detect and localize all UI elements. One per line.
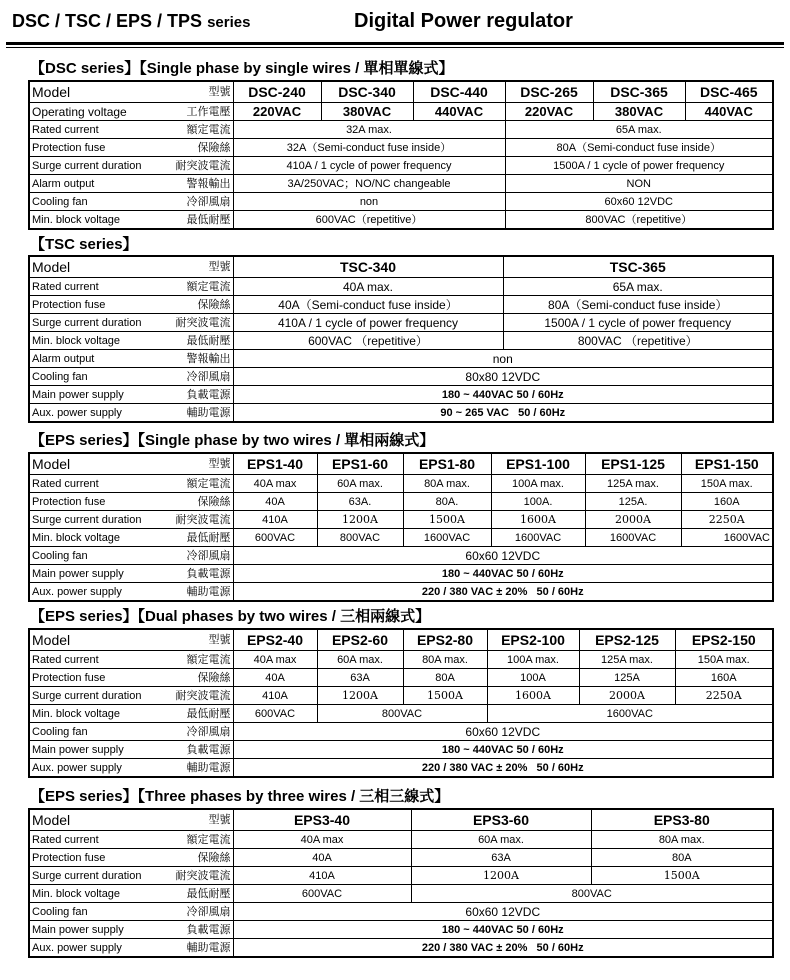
value-cell: 40A max — [233, 831, 411, 849]
value-cell: 40A max — [233, 475, 317, 493]
row-label-en: Protection fuse — [29, 849, 159, 867]
value-cell: 380VAC — [321, 103, 413, 121]
table-row — [29, 175, 773, 193]
tsc-spec-table — [28, 255, 774, 423]
value-cell: 800VAC — [317, 705, 487, 723]
value-cell: 80A（Semi-conduct fuse inside） — [503, 296, 773, 314]
row-label-en: Cooling fan — [29, 903, 159, 921]
value-cell: 125A. — [585, 493, 681, 511]
section-title-dsc: 【DSC series】【Single phase by single wires / 單相單線式】 — [30, 60, 454, 77]
value-cell: 600VAC — [233, 705, 317, 723]
table-row — [29, 759, 773, 778]
model-cell: DSC-440 — [413, 81, 505, 103]
value-cell: 80x80 12VDC — [233, 368, 773, 386]
page-header — [0, 0, 790, 42]
row-label-cn: 最低耐壓 — [159, 705, 233, 723]
value-cell: 410A / 1 cycle of power frequency — [233, 157, 505, 175]
table-row — [29, 903, 773, 921]
row-label-cn: 額定電流 — [159, 121, 233, 139]
row-label-en: Surge current duration — [29, 314, 159, 332]
value-cell: 180 ~ 440VAC 50 / 60Hz — [233, 921, 773, 939]
table-row — [29, 139, 773, 157]
model-cell: DSC-465 — [685, 81, 773, 103]
row-label-cn: 耐突波電流 — [159, 867, 233, 885]
value-cell: 600VAC — [233, 885, 411, 903]
value-cell: 80A — [403, 669, 487, 687]
model-cell: EPS1-60 — [317, 453, 403, 475]
row-label-cn: 輔助電源 — [159, 583, 233, 602]
value-cell: 1200A — [411, 867, 591, 885]
table-row — [29, 939, 773, 958]
table-row — [29, 368, 773, 386]
row-label-en: Min. block voltage — [29, 529, 159, 547]
row-label-cn: 耐突波電流 — [159, 687, 233, 705]
value-cell: 800VAC — [317, 529, 403, 547]
model-cell: EPS2-125 — [579, 629, 675, 651]
row-label-cn: 額定電流 — [159, 651, 233, 669]
row-label-en: Aux. power supply — [29, 759, 159, 778]
row-label-cn: 型號 — [159, 453, 233, 475]
value-cell: 32A（Semi-conduct fuse inside） — [233, 139, 505, 157]
value-cell: non — [233, 193, 505, 211]
row-label-en: Cooling fan — [29, 547, 159, 565]
value-cell: 125A max. — [585, 475, 681, 493]
model-cell: TSC-365 — [503, 256, 773, 278]
row-label-en: Aux. power supply — [29, 939, 159, 958]
value-cell: 410A — [233, 867, 411, 885]
row-label-cn: 輔助電源 — [159, 759, 233, 778]
value-cell: 150A max. — [675, 651, 773, 669]
value-cell: 2250A — [681, 511, 773, 529]
row-label-en: Main power supply — [29, 921, 159, 939]
row-label-en: Model — [29, 81, 159, 103]
row-label-cn: 警報輸出 — [159, 175, 233, 193]
row-label-en: Surge current duration — [29, 511, 159, 529]
section-title-eps2: 【EPS series】【Dual phases by two wires / 三相兩線式】 — [30, 608, 431, 625]
value-cell: 2250A — [675, 687, 773, 705]
value-cell: 1600VAC — [585, 529, 681, 547]
table-row — [29, 493, 773, 511]
value-cell: 60x60 12VDC — [233, 547, 773, 565]
value-cell: 600VAC （repetitive） — [233, 332, 503, 350]
table-row — [29, 296, 773, 314]
model-cell: EPS1-125 — [585, 453, 681, 475]
row-label-cn: 警報輸出 — [159, 350, 233, 368]
row-label-en: Rated current — [29, 121, 159, 139]
value-cell: 440VAC — [413, 103, 505, 121]
row-label-cn: 保險絲 — [159, 669, 233, 687]
table-row — [29, 256, 773, 278]
row-label-cn: 工作電壓 — [159, 103, 233, 121]
row-label-cn: 冷卻風扇 — [159, 903, 233, 921]
table-row — [29, 583, 773, 602]
row-label-cn: 額定電流 — [159, 831, 233, 849]
model-cell: EPS3-40 — [233, 809, 411, 831]
row-label-en: Min. block voltage — [29, 705, 159, 723]
row-label-en: Aux. power supply — [29, 583, 159, 602]
row-label-en: Surge current duration — [29, 157, 159, 175]
section-title-eps3: 【EPS series】【Three phases by three wires / 三相三線式】 — [30, 788, 450, 805]
row-label-en: Rated current — [29, 278, 159, 296]
model-cell: EPS1-150 — [681, 453, 773, 475]
value-cell: 40A — [233, 493, 317, 511]
value-cell: 600VAC（repetitive） — [233, 211, 505, 230]
row-label-cn: 冷卻風扇 — [159, 547, 233, 565]
row-label-cn: 保險絲 — [159, 493, 233, 511]
table-row — [29, 741, 773, 759]
table-row — [29, 669, 773, 687]
value-cell: 80A. — [403, 493, 491, 511]
eps2-spec-table — [28, 628, 774, 778]
row-label-cn: 最低耐壓 — [159, 211, 233, 230]
value-cell: 63A — [411, 849, 591, 867]
table-row — [29, 921, 773, 939]
series-suffix: series — [207, 14, 251, 31]
value-cell: 40A — [233, 669, 317, 687]
row-label-cn: 冷卻風扇 — [159, 193, 233, 211]
value-cell: 220VAC — [233, 103, 321, 121]
value-cell: non — [233, 350, 773, 368]
value-cell: 60x60 12VDC — [233, 723, 773, 741]
table-row — [29, 404, 773, 423]
table-row — [29, 121, 773, 139]
value-cell: 220VAC — [505, 103, 593, 121]
value-cell: 800VAC （repetitive） — [503, 332, 773, 350]
value-cell: 60x60 12VDC — [233, 903, 773, 921]
row-label-cn: 型號 — [159, 81, 233, 103]
model-cell: EPS1-100 — [491, 453, 585, 475]
value-cell: 220 / 380 VAC ± 20% 50 / 60Hz — [233, 759, 773, 778]
value-cell: 1600VAC — [491, 529, 585, 547]
row-label-en: Alarm output — [29, 350, 159, 368]
series-title-text: DSC / TSC / EPS / TPS — [12, 11, 203, 31]
table-row — [29, 453, 773, 475]
value-cell: 1500A / 1 cycle of power frequency — [503, 314, 773, 332]
row-label-cn: 型號 — [159, 256, 233, 278]
row-label-en: Main power supply — [29, 741, 159, 759]
row-label-en: Min. block voltage — [29, 885, 159, 903]
table-row — [29, 511, 773, 529]
model-cell: EPS2-80 — [403, 629, 487, 651]
table-row — [29, 547, 773, 565]
value-cell: 60A max. — [411, 831, 591, 849]
value-cell: 60A max. — [317, 475, 403, 493]
value-cell: 80A max. — [591, 831, 773, 849]
model-cell: DSC-265 — [505, 81, 593, 103]
row-label-en: Rated current — [29, 651, 159, 669]
value-cell: 60A max. — [317, 651, 403, 669]
value-cell: 1600VAC — [403, 529, 491, 547]
value-cell: 63A — [317, 669, 403, 687]
table-row — [29, 211, 773, 230]
value-cell: 100A. — [491, 493, 585, 511]
row-label-cn: 額定電流 — [159, 475, 233, 493]
table-row — [29, 809, 773, 831]
model-cell: EPS1-80 — [403, 453, 491, 475]
row-label-cn: 負載電源 — [159, 386, 233, 404]
model-cell: DSC-365 — [593, 81, 685, 103]
row-label-cn: 額定電流 — [159, 278, 233, 296]
model-cell: EPS2-150 — [675, 629, 773, 651]
row-label-en: Cooling fan — [29, 193, 159, 211]
value-cell: 220 / 380 VAC ± 20% 50 / 60Hz — [233, 583, 773, 602]
model-cell: EPS3-60 — [411, 809, 591, 831]
row-label-cn: 型號 — [159, 629, 233, 651]
row-label-en: Surge current duration — [29, 867, 159, 885]
table-row — [29, 314, 773, 332]
value-cell: 65A max. — [503, 278, 773, 296]
row-label-cn: 冷卻風扇 — [159, 368, 233, 386]
row-label-cn: 最低耐壓 — [159, 529, 233, 547]
model-cell: EPS2-40 — [233, 629, 317, 651]
value-cell: 80A（Semi-conduct fuse inside） — [505, 139, 773, 157]
eps1-spec-table — [28, 452, 774, 602]
value-cell: 1600VAC — [487, 705, 773, 723]
value-cell: 40A（Semi-conduct fuse inside） — [233, 296, 503, 314]
table-row — [29, 529, 773, 547]
row-label-en: Model — [29, 453, 159, 475]
table-row — [29, 885, 773, 903]
section-title-eps1: 【EPS series】【Single phase by two wires / 單相兩線式】 — [30, 432, 435, 449]
model-cell: DSC-340 — [321, 81, 413, 103]
value-cell: 160A — [675, 669, 773, 687]
value-cell: 32A max. — [233, 121, 505, 139]
row-label-cn: 耐突波電流 — [159, 157, 233, 175]
value-cell: 410A / 1 cycle of power frequency — [233, 314, 503, 332]
section-title-tsc: 【TSC series】 — [30, 236, 138, 253]
value-cell: 410A — [233, 511, 317, 529]
value-cell: 40A max — [233, 651, 317, 669]
value-cell: 180 ~ 440VAC 50 / 60Hz — [233, 386, 773, 404]
value-cell: 800VAC（repetitive） — [505, 211, 773, 230]
row-label-en: Model — [29, 809, 159, 831]
row-label-cn: 型號 — [159, 809, 233, 831]
table-row — [29, 350, 773, 368]
value-cell: 1600A — [487, 687, 579, 705]
value-cell: 1200A — [317, 511, 403, 529]
table-row — [29, 193, 773, 211]
value-cell: 220 / 380 VAC ± 20% 50 / 60Hz — [233, 939, 773, 958]
value-cell: 1600VAC — [681, 529, 773, 547]
dsc-spec-table — [28, 80, 774, 230]
value-cell: 1500A / 1 cycle of power frequency — [505, 157, 773, 175]
model-cell: EPS2-60 — [317, 629, 403, 651]
row-label-cn: 保險絲 — [159, 139, 233, 157]
row-label-en: Protection fuse — [29, 139, 159, 157]
value-cell: 440VAC — [685, 103, 773, 121]
value-cell: 125A — [579, 669, 675, 687]
row-label-en: Protection fuse — [29, 296, 159, 314]
value-cell: 60x60 12VDC — [505, 193, 773, 211]
row-label-en: Min. block voltage — [29, 332, 159, 350]
value-cell: 100A — [487, 669, 579, 687]
table-row — [29, 629, 773, 651]
value-cell: 800VAC — [411, 885, 773, 903]
value-cell: NON — [505, 175, 773, 193]
row-label-cn: 負載電源 — [159, 741, 233, 759]
row-label-cn: 負載電源 — [159, 565, 233, 583]
value-cell: 100A max. — [487, 651, 579, 669]
value-cell: 80A — [591, 849, 773, 867]
model-cell: EPS3-80 — [591, 809, 773, 831]
eps3-spec-table — [28, 808, 774, 958]
row-label-en: Min. block voltage — [29, 211, 159, 230]
row-label-cn: 耐突波電流 — [159, 314, 233, 332]
row-label-en: Main power supply — [29, 565, 159, 583]
row-label-en: Surge current duration — [29, 687, 159, 705]
model-cell: DSC-240 — [233, 81, 321, 103]
value-cell: 80A max. — [403, 651, 487, 669]
table-row — [29, 565, 773, 583]
table-row — [29, 867, 773, 885]
table-row — [29, 475, 773, 493]
value-cell: 80A max. — [403, 475, 491, 493]
table-row — [29, 386, 773, 404]
value-cell: 100A max. — [491, 475, 585, 493]
table-row — [29, 81, 773, 103]
row-label-en: Rated current — [29, 475, 159, 493]
value-cell: 180 ~ 440VAC 50 / 60Hz — [233, 741, 773, 759]
row-label-en: Model — [29, 629, 159, 651]
series-title — [12, 11, 250, 32]
row-label-cn: 輔助電源 — [159, 939, 233, 958]
table-row — [29, 103, 773, 121]
value-cell: 125A max. — [579, 651, 675, 669]
table-row — [29, 849, 773, 867]
row-label-en: Operating voltage — [29, 103, 159, 121]
row-label-cn: 保險絲 — [159, 849, 233, 867]
value-cell: 600VAC — [233, 529, 317, 547]
value-cell: 1500A — [591, 867, 773, 885]
row-label-en: Cooling fan — [29, 723, 159, 741]
header-rule-thin — [6, 47, 784, 48]
model-cell: EPS2-100 — [487, 629, 579, 651]
value-cell: 380VAC — [593, 103, 685, 121]
value-cell: 1200A — [317, 687, 403, 705]
value-cell: 65A max. — [505, 121, 773, 139]
value-cell: 2000A — [579, 687, 675, 705]
value-cell: 63A. — [317, 493, 403, 511]
row-label-en: Cooling fan — [29, 368, 159, 386]
table-row — [29, 705, 773, 723]
value-cell: 1600A — [491, 511, 585, 529]
row-label-en: Protection fuse — [29, 493, 159, 511]
table-row — [29, 651, 773, 669]
product-title: Digital Power regulator — [354, 10, 573, 32]
header-rule-thick — [6, 42, 784, 45]
value-cell: 150A max. — [681, 475, 773, 493]
row-label-cn: 負載電源 — [159, 921, 233, 939]
row-label-cn: 耐突波電流 — [159, 511, 233, 529]
value-cell: 160A — [681, 493, 773, 511]
table-row — [29, 831, 773, 849]
row-label-en: Protection fuse — [29, 669, 159, 687]
table-row — [29, 332, 773, 350]
value-cell: 1500A — [403, 511, 491, 529]
value-cell: 40A — [233, 849, 411, 867]
row-label-cn: 保險絲 — [159, 296, 233, 314]
value-cell: 40A max. — [233, 278, 503, 296]
model-cell: TSC-340 — [233, 256, 503, 278]
row-label-en: Rated current — [29, 831, 159, 849]
value-cell: 90 ~ 265 VAC 50 / 60Hz — [233, 404, 773, 423]
row-label-en: Model — [29, 256, 159, 278]
row-label-en: Aux. power supply — [29, 404, 159, 423]
value-cell: 1500A — [403, 687, 487, 705]
row-label-cn: 最低耐壓 — [159, 332, 233, 350]
value-cell: 2000A — [585, 511, 681, 529]
row-label-cn: 冷卻風扇 — [159, 723, 233, 741]
value-cell: 3A/250VAC；NO/NC changeable — [233, 175, 505, 193]
table-row — [29, 723, 773, 741]
value-cell: 180 ~ 440VAC 50 / 60Hz — [233, 565, 773, 583]
row-label-cn: 輔助電源 — [159, 404, 233, 423]
row-label-en: Main power supply — [29, 386, 159, 404]
value-cell: 410A — [233, 687, 317, 705]
table-row — [29, 157, 773, 175]
model-cell: EPS1-40 — [233, 453, 317, 475]
row-label-cn: 最低耐壓 — [159, 885, 233, 903]
table-row — [29, 687, 773, 705]
row-label-en: Alarm output — [29, 175, 159, 193]
table-row — [29, 278, 773, 296]
